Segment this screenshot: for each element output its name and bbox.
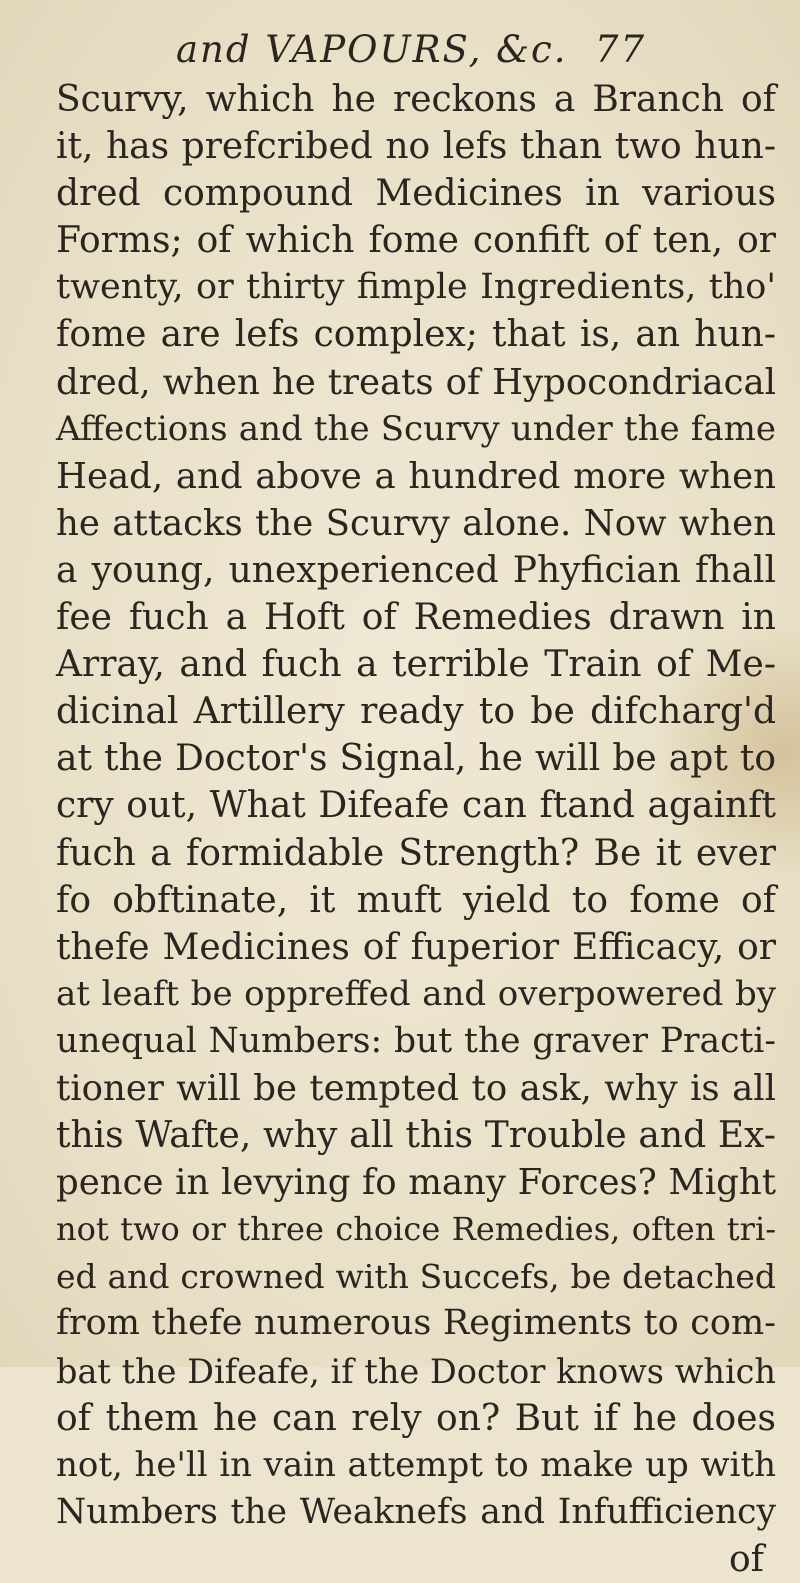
- text-line: not, he'll in vain attempt to make up with: [56, 1444, 776, 1485]
- text-line: a young, unexperienced Phyfician fhall: [56, 549, 776, 591]
- text-line: fee fuch a Hoft of Remedies drawn in: [56, 597, 776, 639]
- text-line: Array, and fuch a terrible Train of Me-: [56, 644, 776, 686]
- text-line: tioner will be tempted to ask, why is all: [56, 1067, 776, 1109]
- text-line: from thefe numerous Regiments to com-: [56, 1303, 776, 1344]
- text-line: pence in levying fo many Forces? Might: [56, 1162, 776, 1204]
- text-line: of them he can rely on? But if he does: [56, 1397, 776, 1439]
- text-line: at leaft be oppreffed and overpowered by: [56, 973, 776, 1014]
- text-line: Scurvy, which he reckons a Branch of: [56, 79, 776, 120]
- text-line: Numbers the Weaknefs and Infufficiency: [56, 1491, 776, 1532]
- text-line: dred compound Medicines in various: [56, 173, 776, 215]
- text-line: dicinal Artillery ready to be difcharg'd: [56, 691, 776, 733]
- text-line: he attacks the Scurvy alone. Now when: [56, 502, 776, 544]
- text-line: at the Doctor's Signal, he will be apt to: [56, 738, 776, 780]
- catchword: of: [729, 1538, 764, 1580]
- body-text: [56, 76, 776, 1583]
- text-line: unequal Numbers: but the graver Practi-: [56, 1020, 776, 1061]
- text-line: fo obftinate, it muft yield to fome of: [56, 879, 776, 921]
- text-line: dred, when he treats of Hypocondriacal: [56, 361, 776, 403]
- text-line: Head, and above a hundred more when: [56, 455, 776, 497]
- text-line: ed and crowned with Succefs, be detached: [56, 1257, 776, 1297]
- text-line: fome are lefs complex; that is, an hun-: [56, 314, 776, 356]
- text-line: Forms; of which fome confift of ten, or: [56, 220, 776, 262]
- text-line: cry out, What Difeafe can ftand againft: [56, 785, 776, 827]
- text-line: it, has prefcribed no lefs than two hun-: [56, 126, 776, 168]
- text-line: Affections and the Scurvy under the fame: [56, 408, 776, 449]
- text-line: thefe Medicines of fuperior Efficacy, or: [56, 926, 776, 968]
- text-line: twenty, or thirty fimple Ingredients, tho': [56, 267, 776, 308]
- running-head-title: and VAPOURS, &c.: [176, 28, 568, 71]
- text-line: fuch a formidable Strength? Be it ever: [56, 832, 776, 874]
- text-line: not two or three choice Remedies, often tri-: [56, 1210, 776, 1249]
- page-number: 77: [594, 28, 646, 71]
- text-line: bat the Difeafe, if the Doctor knows which: [56, 1351, 776, 1391]
- text-line: this Wafte, why all this Trouble and Ex-: [56, 1115, 776, 1157]
